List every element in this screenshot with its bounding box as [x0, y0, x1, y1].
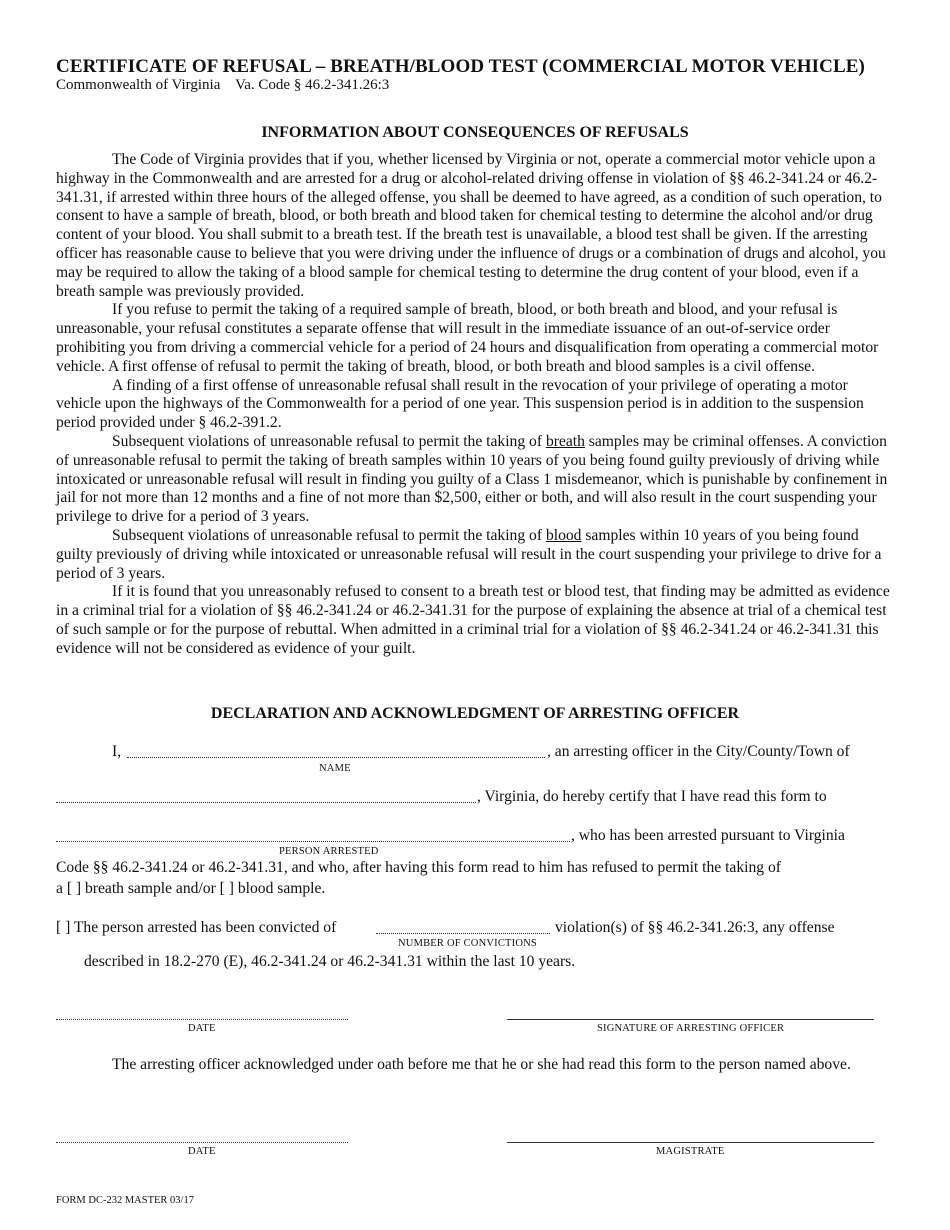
underlined-blood: blood — [545, 526, 582, 544]
info-paragraph-4: Subsequent violations of unreasonable refusal to permit the taking of breath samples may be criminal offenses. A conviction of unreasonable refusal to permit the taking of breath samples within 10 years of you being found guilty previously of driving while intoxicated or unreasonable refusal will result in finding you guilty of a Class 1 misdemeanor, which is punishable by confinement in jail for not more than 12 months and a fine of not more than $2,500, either or both, and will also result in the court suspending your privilege to drive for a period of 3 years. — [56, 432, 888, 526]
form-title: CERTIFICATE OF REFUSAL – BREATH/BLOOD TEST (COMMERCIAL MOTOR VEHICLE) — [56, 56, 865, 77]
oath-text: The arresting officer acknowledged under oath before me that he or she had read this form to the person named above. — [112, 1056, 851, 1073]
declaration-line-1-end: , an arresting officer in the City/County/Town of — [547, 743, 850, 760]
info-paragraph-3: A finding of a first offense of unreasonable refusal shall result in the revocation of your privilege of operating a motor vehicle upon the highways of the Commonwealth for a period of one year. This suspension period is in addition to the suspension period provided under § 46.2-391.2. — [56, 376, 864, 432]
name-caption: NAME — [319, 763, 351, 774]
declaration-line-2: , Virginia, do hereby certify that I have read this form to — [477, 788, 827, 805]
form-subtitle: Commonwealth of Virginia Va. Code § 46.2-341.26:3 — [56, 77, 390, 93]
info-body — [56, 151, 894, 659]
city-county-town-field[interactable] — [56, 802, 476, 803]
convictions-checkbox-line[interactable]: [ ] The person arrested has been convicted of — [56, 919, 337, 936]
number-of-convictions-caption: NUMBER OF CONVICTIONS — [398, 938, 537, 949]
person-arrested-caption: PERSON ARRESTED — [279, 846, 379, 857]
date-field[interactable] — [56, 1019, 348, 1020]
convictions-line-end: violation(s) of §§ 46.2-341.26:3, any offense — [555, 919, 835, 936]
person-arrested-field[interactable] — [56, 841, 570, 842]
date-caption: DATE — [188, 1023, 216, 1034]
form-number: FORM DC-232 MASTER 03/17 — [56, 1195, 194, 1206]
declaration-heading: DECLARATION AND ACKNOWLEDGMENT OF ARRESTING OFFICER — [210, 705, 740, 722]
declaration-line-1: I, — [112, 743, 122, 760]
magistrate-signature-field[interactable] — [507, 1142, 874, 1143]
officer-signature-caption: SIGNATURE OF ARRESTING OFFICER — [597, 1023, 785, 1034]
info-paragraph-2: If you refuse to permit the taking of a required sample of breath, blood, or both breath and blood, and your refusal is unreasonable, your refusal constitutes a separate offense that will result in the immediate issuance of an out-of-service order prohibiting you from driving a commercial vehicle for a period of 24 hours and disqualification from operating a commercial motor vehicle. A first offense of refusal to permit the taking of breath, blood, or both breath and blood samples is a civil offense. — [56, 301, 879, 375]
info-heading: INFORMATION ABOUT CONSEQUENCES OF REFUSALS — [261, 124, 689, 141]
number-of-convictions-field[interactable] — [376, 933, 550, 934]
info-paragraph-6: If it is found that you unreasonably refused to consent to a breath test or blood test, that finding may be admitted as evidence in a criminal trial for a violation of §§ 46.2-341.24 or 46.2-341.31 for the purpose of explaining the absence at trial of a chemical test of such sample or for the purpose of rebuttal. When admitted in a criminal trial for a violation of §§ 46.2-341.24 or 46.2-341.31 this evidence will not be considered as evidence of your guilt. — [56, 583, 890, 657]
info-paragraph-1: The Code of Virginia provides that if you, whether licensed by Virginia or not, operate a commercial motor vehicle upon a highway in the Commonwealth and are arrested for a drug or alcohol-related driving offense in violation of §§ 46.2-341.24 or 46.2-341.31, if arrested within three hours of the alleged offense, you shall be deemed to have agreed, as a condition of such operation, to consent to have a sample of breath, blood, or both breath and blood taken for chemical testing to determine the alcohol and/or drug content of your blood. You shall submit to a breath test. If the breath test is unavailable, a blood test shall be given. If the arresting officer has reasonable cause to believe that you were driving under the influence of drugs or a combination of drugs and alcohol, you may be required to allow the taking of a blood sample for chemical testing to determine the drug content of your blood, even if a breath sample was previously provided. — [56, 151, 886, 300]
officer-name-field[interactable] — [127, 757, 545, 758]
date-field-2[interactable] — [56, 1142, 348, 1143]
declaration-line-4: Code §§ 46.2-341.24 or 46.2-341.31, and who, after having this form read to him has refused to permit the taking of — [56, 859, 781, 876]
info-paragraph-5: Subsequent violations of unreasonable refusal to permit the taking of blood samples within 10 years of you being found guilty previously of driving while intoxicated or unreasonable refusal will result in the court suspending your privilege to drive for a period of 3 years. — [56, 526, 882, 582]
sample-type-checkboxes[interactable]: a [ ] breath sample and/or [ ] blood sample. — [56, 880, 326, 897]
convictions-line-2: described in 18.2-270 (E), 46.2-341.24 or 46.2-341.31 within the last 10 years. — [84, 953, 576, 970]
declaration-line-3: , who has been arrested pursuant to Virginia — [571, 827, 845, 844]
magistrate-caption: MAGISTRATE — [656, 1146, 725, 1157]
underlined-breath: breath — [545, 432, 585, 450]
date-caption-2: DATE — [188, 1146, 216, 1157]
officer-signature-field[interactable] — [507, 1019, 874, 1020]
